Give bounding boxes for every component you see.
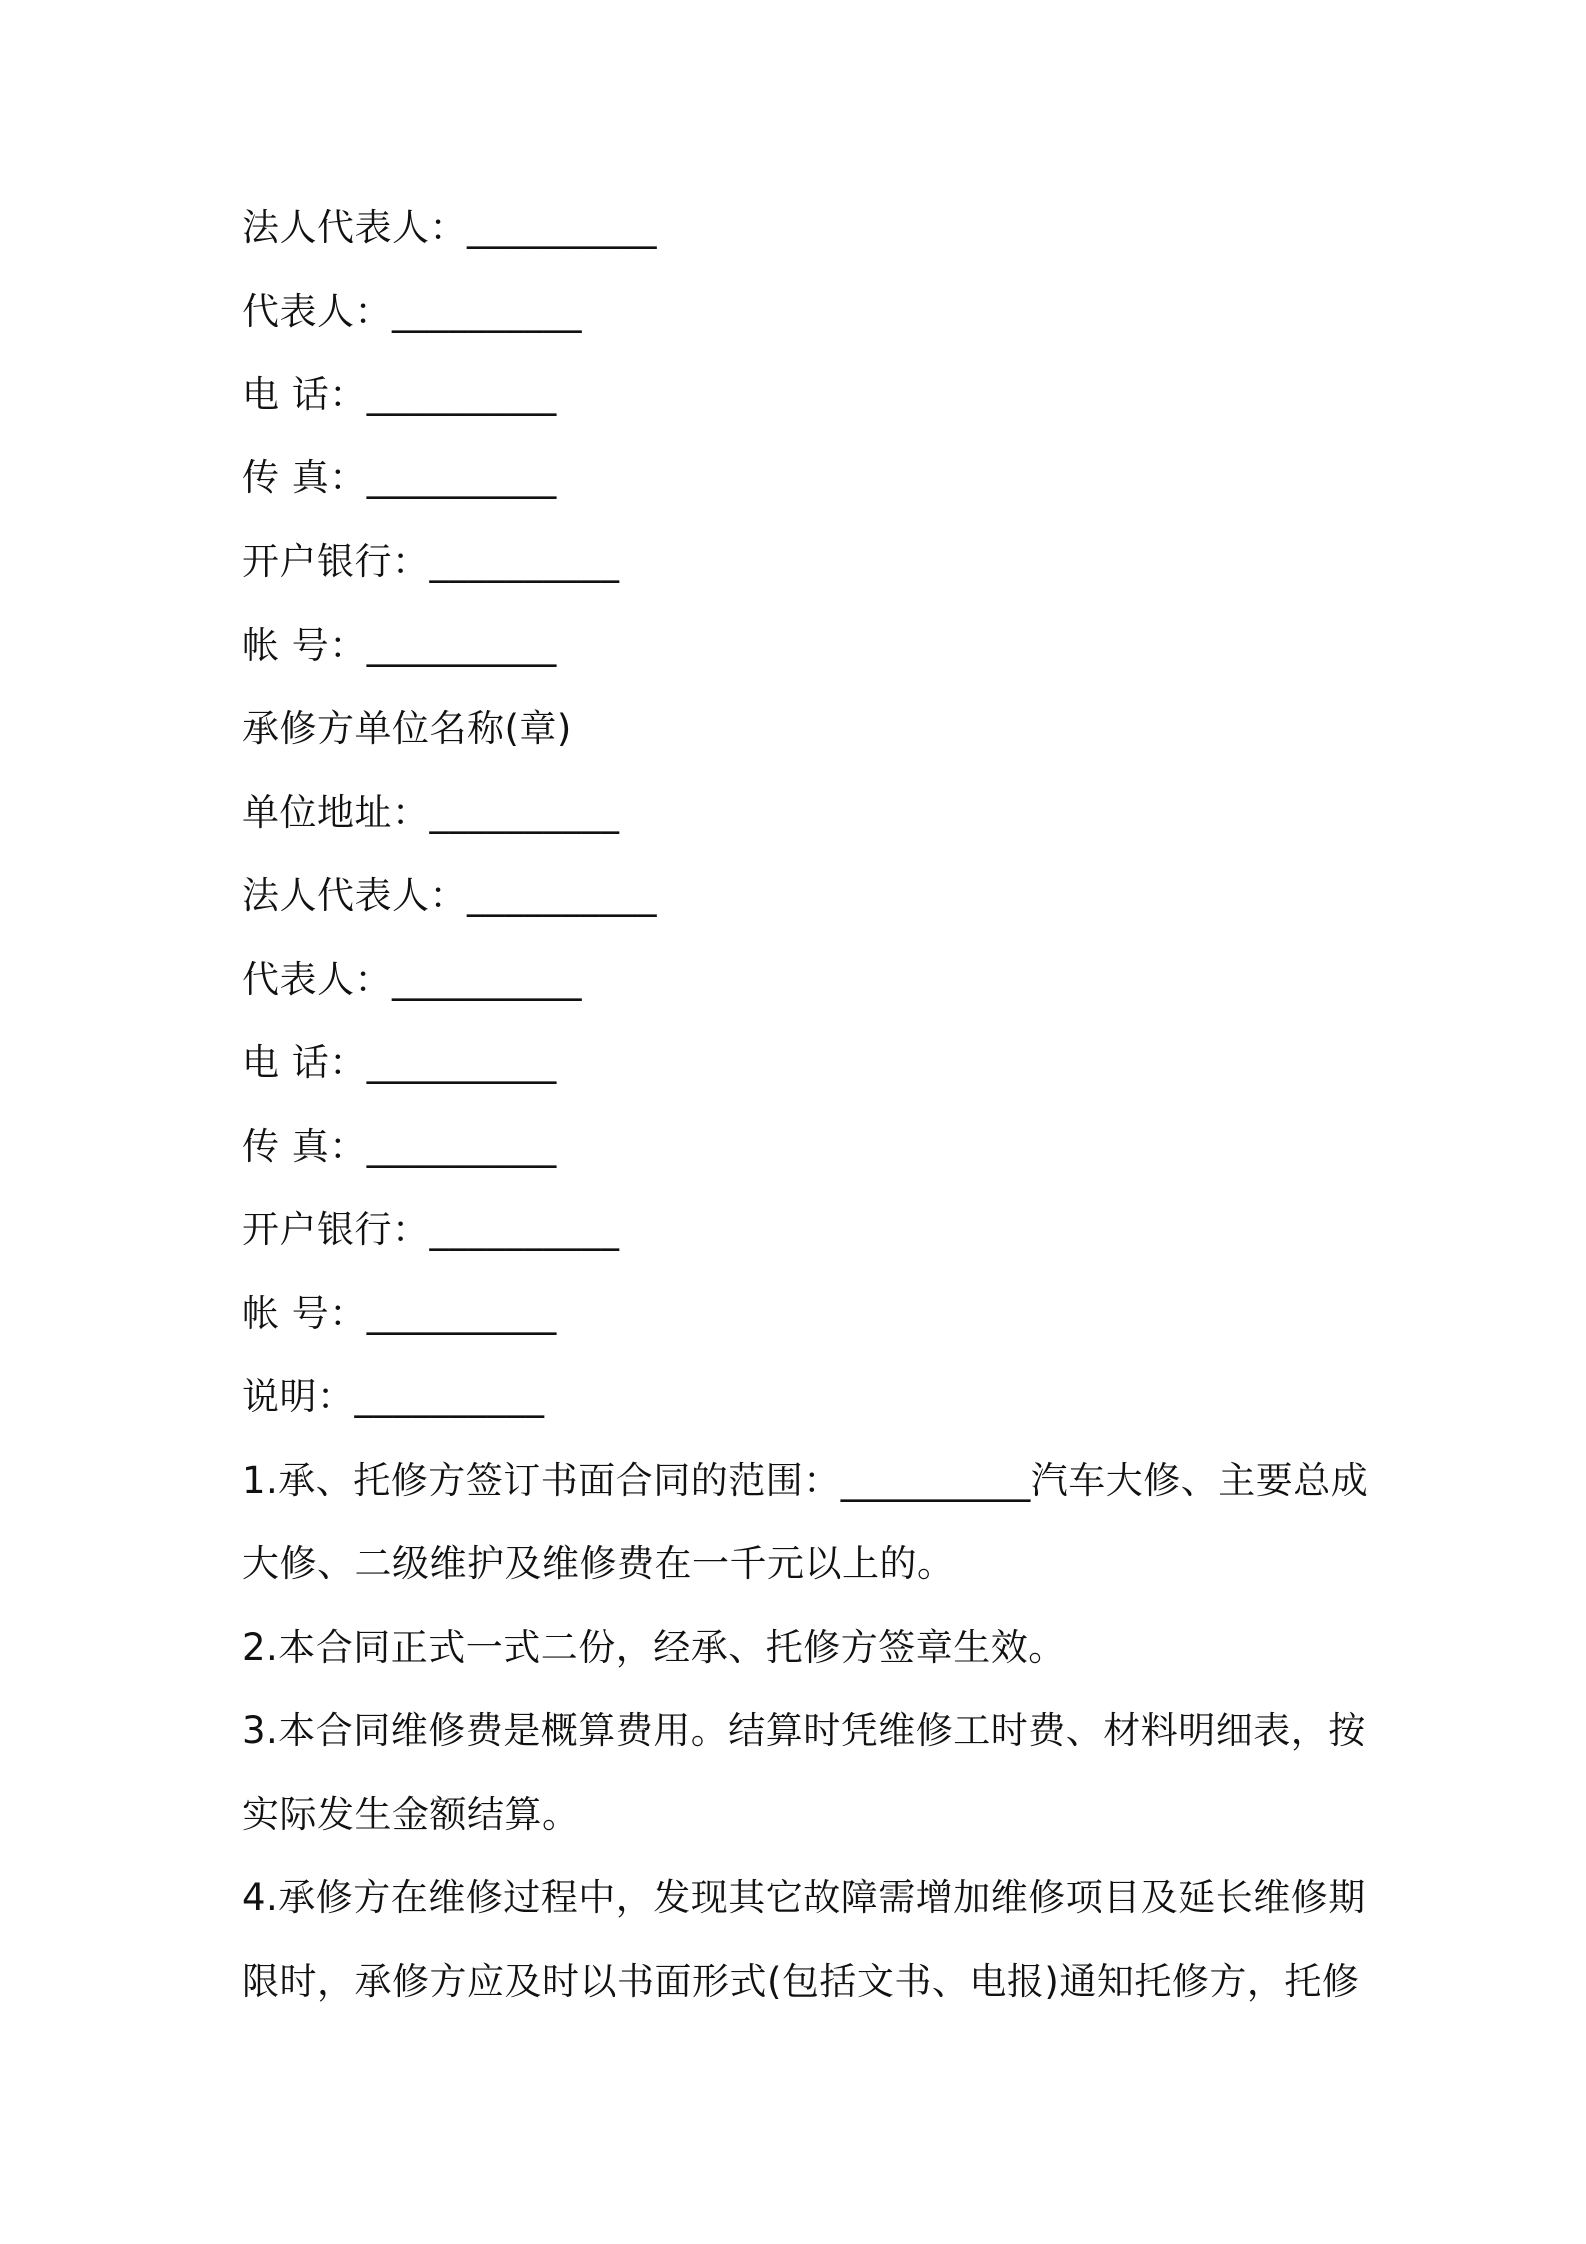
paragraph-1-line-2: 大修、二级维护及维修费在一千元以上的。 — [242, 1542, 955, 1585]
field-phone-1: 电 话：__________ — [242, 373, 557, 416]
paragraph-4-line-2: 限时，承修方应及时以书面形式(包括文书、电报)通知托修方，托修 — [242, 1960, 1360, 2003]
field-legal-representative-1: 法人代表人：__________ — [242, 206, 657, 249]
paragraph-3-line-1: 3.本合同维修费是概算费用。结算时凭维修工时费、材料明细表，按 — [242, 1709, 1366, 1752]
field-account-1: 帐 号：__________ — [242, 624, 557, 667]
field-bank-1: 开户银行：__________ — [242, 540, 620, 583]
field-notes: 说明：__________ — [242, 1375, 545, 1418]
contractor-unit-name-heading: 承修方单位名称(章) — [242, 707, 572, 750]
paragraph-1-line-1: 1.承、托修方签订书面合同的范围：__________汽车大修、主要总成 — [242, 1459, 1369, 1502]
field-phone-2: 电 话：__________ — [242, 1041, 557, 1084]
field-representative-1: 代表人：__________ — [242, 290, 582, 333]
field-fax-2: 传 真：__________ — [242, 1125, 557, 1168]
paragraph-3-line-2: 实际发生金额结算。 — [242, 1793, 580, 1836]
paragraph-2-line-1: 2.本合同正式一式二份，经承、托修方签章生效。 — [242, 1626, 1066, 1669]
field-representative-2: 代表人：__________ — [242, 958, 582, 1001]
field-bank-2: 开户银行：__________ — [242, 1208, 620, 1251]
field-legal-representative-2: 法人代表人：__________ — [242, 874, 657, 917]
field-fax-1: 传 真：__________ — [242, 456, 557, 499]
paragraph-4-line-1: 4.承修方在维修过程中，发现其它故障需增加维修项目及延长维修期 — [242, 1876, 1366, 1919]
field-unit-address: 单位地址：__________ — [242, 791, 620, 834]
field-account-2: 帐 号：__________ — [242, 1292, 557, 1335]
